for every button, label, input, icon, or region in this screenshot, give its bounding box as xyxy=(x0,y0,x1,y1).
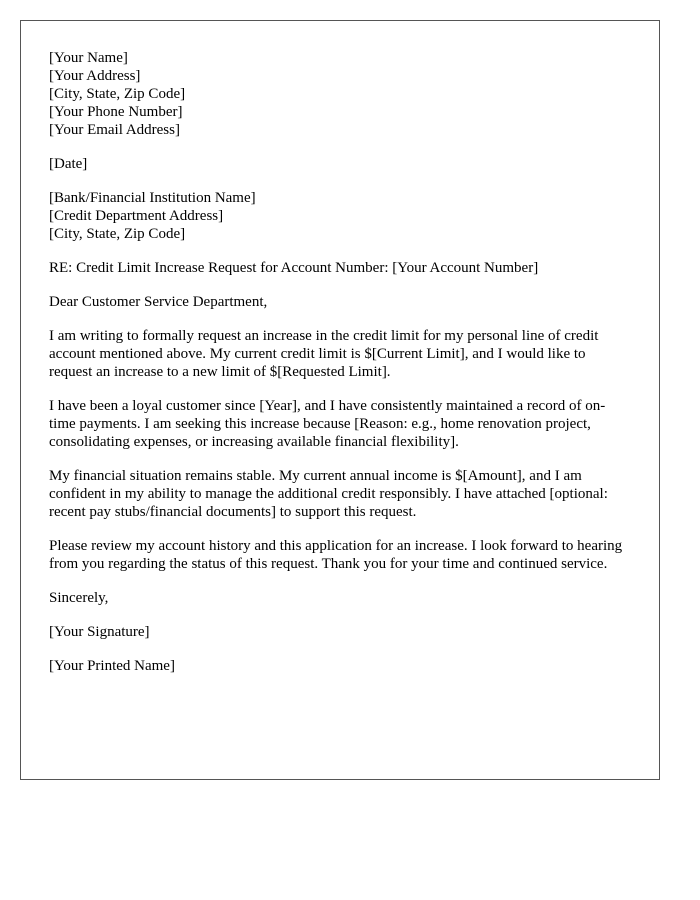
sender-city-state-zip: [City, State, Zip Code] xyxy=(49,86,186,102)
recipient-department-address: [Credit Department Address] xyxy=(49,208,224,224)
salutation-text: Dear Customer Service Department, xyxy=(49,294,268,310)
body-paragraph-1: I am writing to formally request an increase in the credit limit for my personal line of credit account mentioned above. My current credit limit is $[Current Limit], and I would like to request an increase to a new limit of $[Requested Limit]. xyxy=(49,328,599,380)
salutation xyxy=(49,293,629,311)
subject-line xyxy=(49,259,629,277)
closing xyxy=(49,589,629,607)
recipient-city-state-zip: [City, State, Zip Code] xyxy=(49,226,186,242)
signature-block xyxy=(49,623,629,641)
letter-page xyxy=(20,20,660,780)
sender-phone: [Your Phone Number] xyxy=(49,104,183,120)
sender-name: [Your Name] xyxy=(49,50,128,66)
signature-text: [Your Signature] xyxy=(49,624,150,640)
sender-address: [Your Address] xyxy=(49,68,141,84)
closing-text: Sincerely, xyxy=(49,590,109,606)
body-paragraph-2: I have been a loyal customer since [Year], and I have consistently maintained a record of on-time payments. I am seeking this increase because [Reason: e.g., home renovation project, consolidating expenses, or increasing available financial flexibility]. xyxy=(49,398,606,450)
printed-name-text: [Your Printed Name] xyxy=(49,658,175,674)
body-paragraph-3: My financial situation remains stable. My current annual income is $[Amount], and I am confident in my ability to manage the additional credit responsibly. I have attached [optional: recent pay stubs/financial documents] to support this request. xyxy=(49,468,608,520)
printed-name-block xyxy=(49,657,629,675)
recipient-block xyxy=(49,189,629,243)
letter-body xyxy=(49,49,629,691)
letter-date: [Date] xyxy=(49,156,88,172)
recipient-institution: [Bank/Financial Institution Name] xyxy=(49,190,256,206)
body-paragraph-4: Please review my account history and this application for an increase. I look forward to hearing from you regarding the status of this request. Thank you for your time and continued service. xyxy=(49,538,623,572)
sender-block xyxy=(49,49,629,139)
sender-email: [Your Email Address] xyxy=(49,122,180,138)
date-block xyxy=(49,155,629,173)
subject-text: RE: Credit Limit Increase Request for Account Number: [Your Account Number] xyxy=(49,260,539,276)
